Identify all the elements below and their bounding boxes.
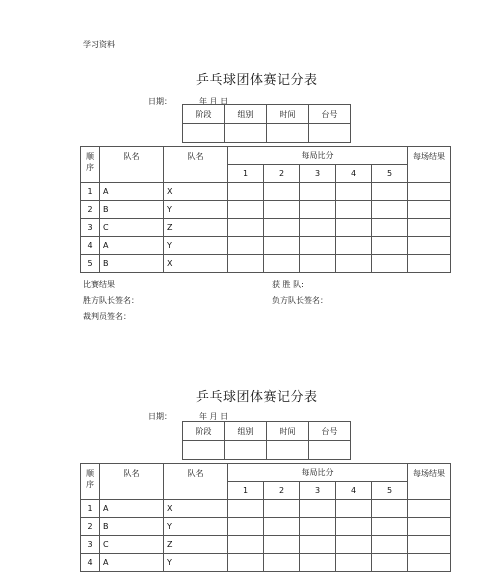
team-a-player: B <box>100 255 164 273</box>
meta-header-table: 台号 <box>309 422 351 441</box>
game-number: 2 <box>264 482 300 500</box>
score-table <box>80 146 451 273</box>
meta-header-group: 组别 <box>225 105 267 124</box>
header-label: 学习资料 <box>83 40 115 49</box>
score-cell[interactable] <box>264 255 300 273</box>
team-a-player: A <box>100 554 164 572</box>
meta-cell[interactable] <box>183 124 225 143</box>
team-b-player: Y <box>164 237 228 255</box>
row-number: 3 <box>81 536 100 554</box>
score-cell[interactable] <box>300 201 336 219</box>
score-cell[interactable] <box>372 219 408 237</box>
col-team-b-header: 队名 <box>164 147 228 183</box>
team-b-player: Y <box>164 201 228 219</box>
score-cell[interactable] <box>300 554 336 572</box>
col-result-header: 每场结果 <box>408 147 451 183</box>
date-fields: 年 月 日 <box>199 412 229 421</box>
score-table <box>80 463 451 572</box>
score-cell[interactable] <box>264 500 300 518</box>
row-number: 1 <box>81 183 100 201</box>
winner-label: 获 胜 队: <box>272 280 304 289</box>
table-row <box>81 255 451 273</box>
meta-table <box>182 104 351 143</box>
meta-table <box>182 421 351 460</box>
table-row <box>81 237 451 255</box>
score-cell[interactable] <box>336 554 372 572</box>
result-cell[interactable] <box>408 183 451 201</box>
game-number: 2 <box>264 165 300 183</box>
score-cell[interactable] <box>336 500 372 518</box>
score-cell[interactable] <box>264 237 300 255</box>
score-cell[interactable] <box>264 219 300 237</box>
row-number: 2 <box>81 201 100 219</box>
game-number: 1 <box>228 482 264 500</box>
score-cell[interactable] <box>336 536 372 554</box>
score-cell[interactable] <box>264 518 300 536</box>
sheet-title: 乒乓球团体赛记分表 <box>196 73 318 88</box>
date-label: 日期： <box>148 412 172 421</box>
game-number: 4 <box>336 482 372 500</box>
team-a-player: B <box>100 518 164 536</box>
meta-header-time: 时间 <box>267 105 309 124</box>
score-cell[interactable] <box>372 536 408 554</box>
score-cell[interactable] <box>228 219 264 237</box>
score-cell[interactable] <box>372 201 408 219</box>
team-b-player: X <box>164 183 228 201</box>
score-cell[interactable] <box>228 237 264 255</box>
table-row <box>81 536 451 554</box>
score-cell[interactable] <box>228 518 264 536</box>
team-a-player: C <box>100 536 164 554</box>
score-cell[interactable] <box>264 554 300 572</box>
result-cell[interactable] <box>408 201 451 219</box>
score-cell[interactable] <box>300 536 336 554</box>
row-number: 2 <box>81 518 100 536</box>
score-cell[interactable] <box>336 201 372 219</box>
match-result-label: 比赛结果 <box>83 280 115 289</box>
meta-header-stage: 阶段 <box>183 422 225 441</box>
team-a-player: C <box>100 219 164 237</box>
meta-header-group: 组别 <box>225 422 267 441</box>
score-cell[interactable] <box>372 518 408 536</box>
meta-header-table: 台号 <box>309 105 351 124</box>
game-number: 3 <box>300 165 336 183</box>
score-cell[interactable] <box>372 255 408 273</box>
col-team-a-header: 队名 <box>100 464 164 500</box>
team-b-player: Y <box>164 518 228 536</box>
score-cell[interactable] <box>336 237 372 255</box>
score-cell[interactable] <box>372 554 408 572</box>
team-a-player: A <box>100 237 164 255</box>
referee-label: 裁判员签名： <box>83 312 131 321</box>
score-cell[interactable] <box>300 183 336 201</box>
game-number: 3 <box>300 482 336 500</box>
meta-cell[interactable] <box>183 441 225 460</box>
meta-cell[interactable] <box>267 124 309 143</box>
table-row <box>81 500 451 518</box>
score-cell[interactable] <box>336 518 372 536</box>
team-b-player: X <box>164 500 228 518</box>
score-cell[interactable] <box>264 183 300 201</box>
score-cell[interactable] <box>228 183 264 201</box>
result-cell[interactable] <box>408 255 451 273</box>
team-b-player: X <box>164 255 228 273</box>
table-row <box>81 201 451 219</box>
score-cell[interactable] <box>300 500 336 518</box>
meta-cell[interactable] <box>309 441 351 460</box>
table-row <box>81 518 451 536</box>
team-b-player: Y <box>164 554 228 572</box>
result-cell[interactable] <box>408 500 451 518</box>
score-cell[interactable] <box>300 219 336 237</box>
col-team-a-header: 队名 <box>100 147 164 183</box>
game-number: 5 <box>372 165 408 183</box>
meta-header-time: 时间 <box>267 422 309 441</box>
result-cell[interactable] <box>408 518 451 536</box>
team-a-player: A <box>100 500 164 518</box>
score-cell[interactable] <box>336 219 372 237</box>
result-cell[interactable] <box>408 219 451 237</box>
meta-header-stage: 阶段 <box>183 105 225 124</box>
result-cell[interactable] <box>408 536 451 554</box>
lose-captain-label: 负方队长签名： <box>272 296 328 305</box>
score-cell[interactable] <box>372 500 408 518</box>
col-scores-header: 每局比分 <box>228 147 408 165</box>
game-number: 5 <box>372 482 408 500</box>
score-cell[interactable] <box>300 237 336 255</box>
score-cell[interactable] <box>336 255 372 273</box>
score-cell[interactable] <box>300 518 336 536</box>
score-cell[interactable] <box>372 183 408 201</box>
row-number: 3 <box>81 219 100 237</box>
game-number: 1 <box>228 165 264 183</box>
score-cell[interactable] <box>372 237 408 255</box>
team-b-player: Z <box>164 219 228 237</box>
col-result-header: 每场结果 <box>408 464 451 500</box>
score-cell[interactable] <box>336 183 372 201</box>
row-number: 4 <box>81 554 100 572</box>
score-cell[interactable] <box>228 255 264 273</box>
score-cell[interactable] <box>228 554 264 572</box>
win-captain-label: 胜方队长签名： <box>83 296 139 305</box>
team-a-player: A <box>100 183 164 201</box>
col-team-b-header: 队名 <box>164 464 228 500</box>
meta-cell[interactable] <box>225 441 267 460</box>
result-cell[interactable] <box>408 554 451 572</box>
row-number: 1 <box>81 500 100 518</box>
sheet-title: 乒乓球团体赛记分表 <box>196 390 318 405</box>
score-cell[interactable] <box>264 536 300 554</box>
table-row <box>81 219 451 237</box>
score-cell[interactable] <box>228 536 264 554</box>
score-cell[interactable] <box>228 500 264 518</box>
score-cell[interactable] <box>264 201 300 219</box>
col-order-header: 顺 序 <box>81 147 100 183</box>
team-a-player: B <box>100 201 164 219</box>
game-number: 4 <box>336 165 372 183</box>
date-fields: 年 月 日 <box>199 97 229 106</box>
score-cell[interactable] <box>300 255 336 273</box>
col-scores-header: 每局比分 <box>228 464 408 482</box>
score-cell[interactable] <box>228 201 264 219</box>
col-order-header: 顺 序 <box>81 464 100 500</box>
row-number: 5 <box>81 255 100 273</box>
table-row <box>81 554 451 572</box>
meta-cell[interactable] <box>267 441 309 460</box>
date-label: 日期： <box>148 97 172 106</box>
team-b-player: Z <box>164 536 228 554</box>
row-number: 4 <box>81 237 100 255</box>
result-cell[interactable] <box>408 237 451 255</box>
table-row <box>81 183 451 201</box>
meta-cell[interactable] <box>309 124 351 143</box>
meta-cell[interactable] <box>225 124 267 143</box>
